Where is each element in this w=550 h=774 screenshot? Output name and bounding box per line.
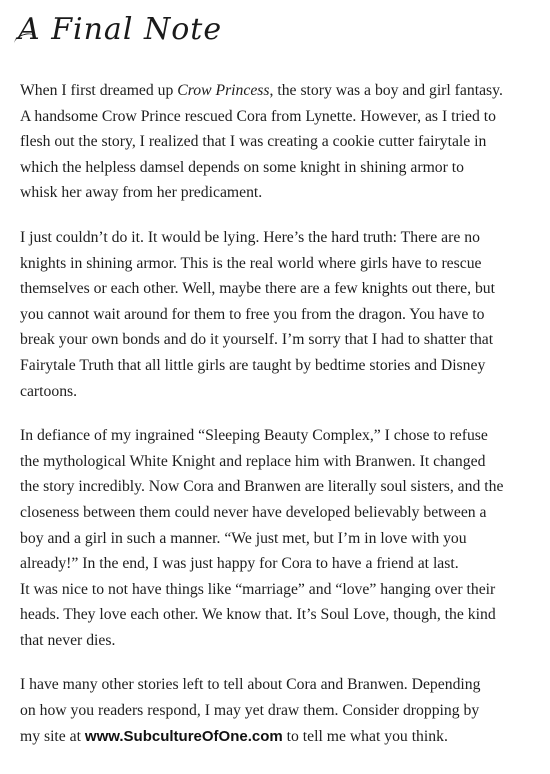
text-line: you cannot wait around for them to free you from the dragon. You have to (20, 305, 485, 323)
text-line: I have many other stories left to tell about Cora and Branwen. Depending (20, 676, 481, 694)
text-line: that never dies. (20, 631, 116, 649)
text-line: It was nice to not have things like “marriage” and “love” hanging over their (20, 580, 496, 598)
paragraph (20, 225, 536, 404)
book-title-italic: Crow Princess (177, 82, 270, 99)
text-line: whisk her away from her predicament. (20, 184, 263, 202)
text-segment: my site at (20, 727, 85, 745)
paragraph (20, 78, 536, 206)
text-line: cartoons. (20, 382, 78, 400)
website-link[interactable]: www.SubcultureOfOne.com (84, 727, 283, 745)
text-line: on how you readers respond, I may yet draw them. Consider dropping by (20, 702, 480, 720)
paragraph (20, 672, 536, 749)
text-line: the story incredibly. Now Cora and Branwen are literally soul sisters, and the (20, 478, 504, 496)
text-line (20, 78, 536, 104)
paragraph (20, 423, 536, 653)
text-segment: , the story was a boy and girl fantasy. (269, 82, 503, 99)
text-line (20, 724, 536, 750)
text-line: which the helpless damsel depends on some knight in shining armor to (20, 158, 464, 176)
text-line: themselves or each other. Well, maybe there are a few knights out there, but (20, 280, 496, 298)
text-segment: When I first dreamed up (20, 82, 178, 99)
text-line: In defiance of my ingrained “Sleeping Beauty Complex,” I chose to refuse (20, 427, 488, 445)
text-line: I just couldn’t do it. It would be lying. Here’s the hard truth: There are no (20, 228, 480, 246)
text-line: heads. They love each other. We know that. It’s Soul Love, though, the kind (20, 606, 496, 624)
text-line: closeness between them could never have developed believably between a (20, 503, 487, 521)
text-line: knights in shining armor. This is the real world where girls have to rescue (20, 254, 482, 272)
text-line: already!” In the end, I was just happy for Cora to have a friend at last. (20, 555, 459, 573)
text-line: flesh out the story, I realized that I was creating a cookie cutter fairytale in (20, 133, 487, 151)
text-line: A handsome Crow Prince rescued Cora from Lynette. However, as I tried to (20, 107, 496, 125)
note-body (20, 78, 536, 749)
text-line: the mythological White Knight and replace him with Branwen. It changed (20, 452, 486, 470)
text-line: break your own bonds and do it yourself. I’m sorry that I had to shatter that (20, 331, 494, 349)
text-line: Fairytale Truth that all little girls are taught by bedtime stories and Disney (20, 356, 486, 374)
text-segment: to tell me what you think. (282, 727, 448, 745)
page-title: A Final Note (18, 12, 223, 47)
text-line: boy and a girl in such a manner. “We just met, but I’m in love with you (20, 529, 467, 547)
